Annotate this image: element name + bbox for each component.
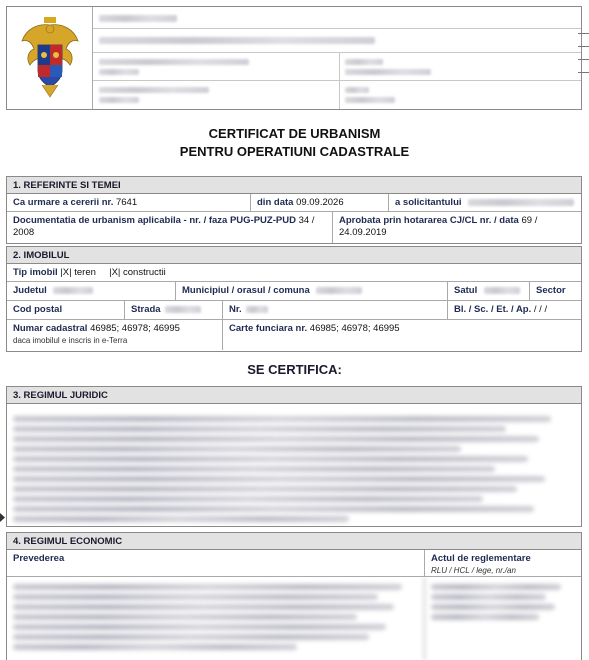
cod-postal-cell: Cod postal bbox=[7, 301, 125, 319]
prevederea-header: Prevederea bbox=[7, 550, 425, 576]
aprobata-cell: Aprobata prin hotararea CJ/CL nr. / data 69 / 24.09.2019 bbox=[339, 215, 538, 238]
sector-cell: Sector bbox=[536, 285, 566, 296]
section-header: 1. REFERINTE SI TEMEI bbox=[7, 177, 581, 194]
section-header: 2. IMOBILUL bbox=[7, 247, 581, 264]
row-judet bbox=[7, 282, 581, 301]
row-economic-headers bbox=[7, 550, 581, 577]
carte-funciara-value: 46985; 46978; 46995 bbox=[309, 323, 400, 334]
row-tip-imobil bbox=[7, 264, 581, 282]
documentatie-cell: Documentatia de urbanism aplicabila - nr. / faza PUG-PUZ-PUD 34 / 2008 bbox=[7, 212, 333, 243]
nr-cell: Nr. bbox=[223, 301, 448, 319]
se-certifica-heading: SE CERTIFICA: bbox=[247, 362, 342, 377]
row-adresa bbox=[7, 301, 581, 320]
document-subtitle: PENTRU OPERATIUNI CADASTRALE bbox=[179, 144, 410, 159]
coat-of-arms-cell bbox=[7, 7, 93, 109]
institution-row-4 bbox=[93, 81, 581, 109]
tip-imobil-cell: Tip imobil |X| teren |X| constructii bbox=[13, 267, 166, 278]
solicitant-redacted bbox=[468, 199, 574, 206]
din-data-cell: din data 09.09.2026 bbox=[251, 194, 389, 211]
cerere-number: 7641 bbox=[115, 197, 138, 208]
row-economic-content bbox=[7, 577, 581, 660]
section-regimul-economic bbox=[6, 532, 582, 660]
satul-cell: Satul bbox=[448, 282, 530, 300]
tip-option-constructii: |X| constructii bbox=[109, 267, 166, 278]
section-regimul-juridic bbox=[6, 386, 582, 527]
institution-row-3 bbox=[93, 53, 581, 81]
row-cerere bbox=[7, 194, 581, 212]
margin-marker-icon bbox=[0, 513, 5, 522]
din-data-value: 09.09.2026 bbox=[296, 197, 344, 208]
actul-redacted-text bbox=[425, 577, 581, 660]
numar-cadastral-note: daca imobilul e inscris in e-Terra bbox=[13, 336, 128, 345]
section-header: 3. REGIMUL JURIDIC bbox=[7, 387, 581, 404]
documentatie-value: 34 / 2008 bbox=[13, 215, 315, 238]
row-cadastru bbox=[7, 320, 581, 350]
document-header bbox=[6, 6, 582, 110]
actul-header: Actul de reglementare RLU / HCL / lege, nr./an bbox=[431, 553, 531, 575]
institution-row-1 bbox=[93, 7, 581, 29]
section-header: 4. REGIMUL ECONOMIC bbox=[7, 533, 581, 550]
regimul-juridic-redacted-text bbox=[7, 404, 581, 522]
bloc-cell: Bl. / Sc. / Et. / Ap. / / / bbox=[454, 304, 548, 315]
aprobata-value: 69 / 24.09.2019 bbox=[339, 215, 538, 238]
document-title: CERTIFICAT DE URBANISM bbox=[208, 126, 381, 141]
tip-option-teren: |X| teren bbox=[60, 267, 96, 278]
solicitant-cell: a solicitantului bbox=[389, 194, 581, 211]
institution-row-2 bbox=[93, 29, 581, 53]
section-imobilul bbox=[6, 246, 582, 352]
institution-info bbox=[93, 7, 581, 109]
numar-cadastral-cell: Numar cadastral 46985; 46978; 46995 daca imobilul e inscris in e-Terra bbox=[7, 320, 223, 350]
coat-of-arms-icon bbox=[20, 15, 80, 101]
section-referinte bbox=[6, 176, 582, 244]
municipiul-cell: Municipiul / orasul / comuna bbox=[176, 282, 448, 300]
cerere-cell: Ca urmare a cererii nr. 7641 bbox=[7, 194, 251, 211]
carte-funciara-cell: Carte funciara nr. 46985; 46978; 46995 bbox=[229, 323, 400, 334]
margin-ticks bbox=[578, 33, 589, 85]
strada-cell: Strada bbox=[125, 301, 223, 319]
prevederea-redacted-text bbox=[7, 577, 425, 660]
numar-cadastral-value: 46985; 46978; 46995 bbox=[90, 323, 180, 334]
judetul-cell: Judetul bbox=[7, 282, 176, 300]
row-documentatie bbox=[7, 212, 581, 243]
